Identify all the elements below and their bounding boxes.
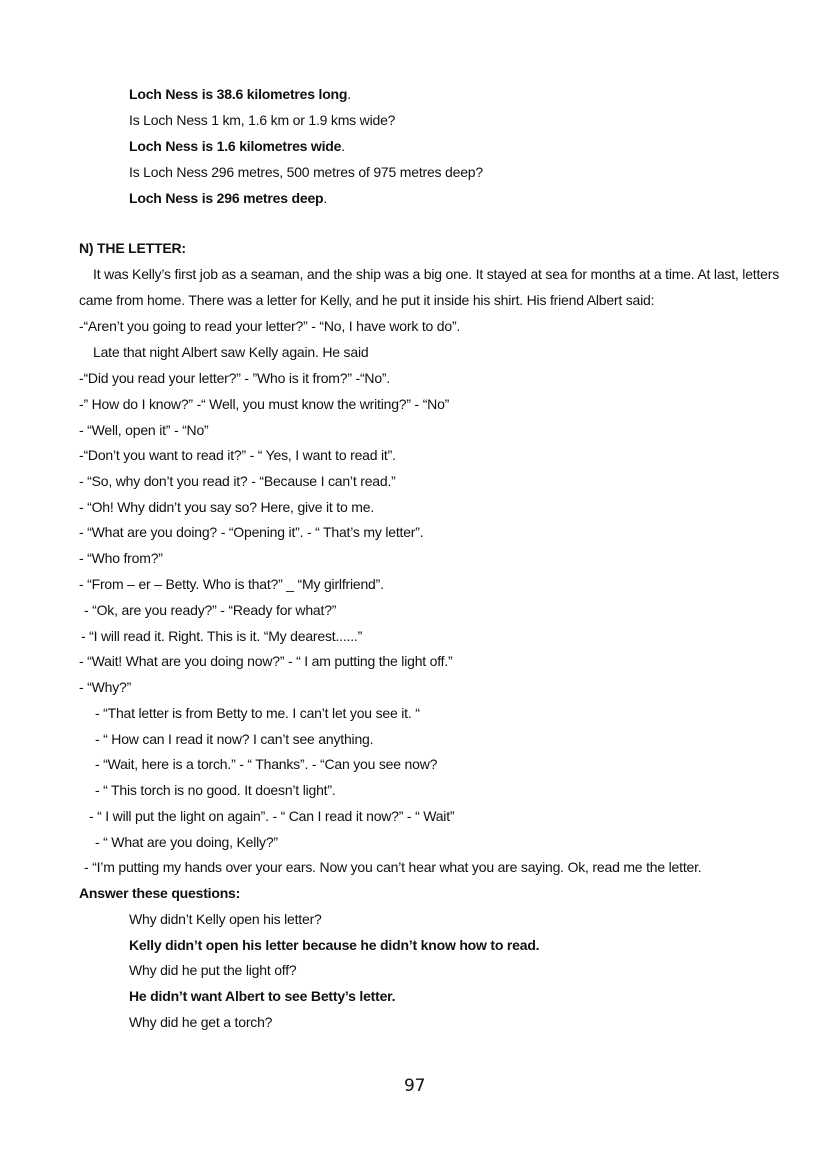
answer-depth-period: . <box>323 190 328 206</box>
dialogue-line: - “Ok, are you ready?” - “Ready for what?” <box>84 602 337 618</box>
dialogue-line: - “ How can I read it now? I can’t see anything. <box>95 731 374 747</box>
dialogue-line: - “Who from?” <box>79 550 163 566</box>
dialogue-line: - “ This torch is no good. It doesn’t light”. <box>95 782 336 798</box>
answer-length <box>129 85 351 103</box>
dialogue-line: - “From – er – Betty. Who is that?” _ “My girlfriend”. <box>79 576 384 592</box>
dialogue-line: - “ I will put the light on again”. - “ Can I read it now?” - “ Wait” <box>89 808 455 824</box>
dialogue-line: - “Why?” <box>79 679 132 695</box>
question-3: Why did he get a torch? <box>129 1014 273 1030</box>
answer-depth-text: Loch Ness is 296 metres deep <box>129 190 324 206</box>
questions-heading: Answer these questions: <box>79 885 241 901</box>
dialogue-line: -” How do I know?” -“ Well, you must know the writing?” - “No” <box>79 396 450 412</box>
question-2: Why did he put the light off? <box>129 962 297 978</box>
question-width: Is Loch Ness 1 km, 1.6 km or 1.9 kms wide? <box>129 112 396 128</box>
intro-paragraph-line-2: came from home. There was a letter for Kelly, and he put it inside his shirt. His friend Albert said: <box>79 292 655 308</box>
answer-width <box>129 137 345 155</box>
intro-paragraph-line-1: It was Kelly’s first job as a seaman, and the ship was a big one. It stayed at sea for months at a time. At last, letters <box>93 266 780 282</box>
answer-length-text: Loch Ness is 38.6 kilometres long <box>129 86 348 102</box>
dialogue-line: - “Wait, here is a torch.” - “ Thanks”. - “Can you see now? <box>95 756 438 772</box>
dialogue-line: -“Did you read your letter?” - ”Who is it from?” -“No”. <box>79 370 391 386</box>
answer-1: Kelly didn’t open his letter because he didn’t know how to read. <box>129 937 540 953</box>
dialogue-line: - “ What are you doing, Kelly?” <box>95 834 278 850</box>
answer-width-text: Loch Ness is 1.6 kilometres wide <box>129 138 342 154</box>
dialogue-line: - “That letter is from Betty to me. I can’t let you see it. “ <box>95 705 420 721</box>
question-1: Why didn’t Kelly open his letter? <box>129 911 322 927</box>
narrative-line: Late that night Albert saw Kelly again. He said <box>93 344 369 360</box>
answer-depth <box>129 189 327 207</box>
dialogue-line: - “So, why don’t you read it? - “Because I can’t read.” <box>79 473 396 489</box>
dialogue-line: - “Wait! What are you doing now?” - “ I am putting the light off.” <box>79 653 453 669</box>
dialogue-line: -“Aren’t you going to read your letter?” - “No, I have work to do”. <box>79 318 461 334</box>
dialogue-line: - “Well, open it” - “No” <box>79 422 209 438</box>
answer-length-period: . <box>347 86 351 102</box>
page-number: 97 <box>404 1076 426 1096</box>
dialogue-line: - “I’m putting my hands over your ears. Now you can’t hear what you are saying. Ok, read me the letter. <box>84 859 702 875</box>
dialogue-line: - “What are you doing? - “Opening it”. - “ That’s my letter”. <box>79 524 424 540</box>
dialogue-line: - “I will read it. Right. This is it. “My dearest......” <box>81 628 363 644</box>
question-depth: Is Loch Ness 296 metres, 500 metres of 975 metres deep? <box>129 164 483 180</box>
dialogue-line: -“Don’t you want to read it?” - “ Yes, I want to read it”. <box>79 447 396 463</box>
answer-2: He didn’t want Albert to see Betty’s letter. <box>129 988 396 1004</box>
section-heading: N) THE LETTER: <box>79 240 186 256</box>
dialogue-line: - “Oh! Why didn’t you say so? Here, give it to me. <box>79 499 375 515</box>
answer-width-period: . <box>341 138 345 154</box>
